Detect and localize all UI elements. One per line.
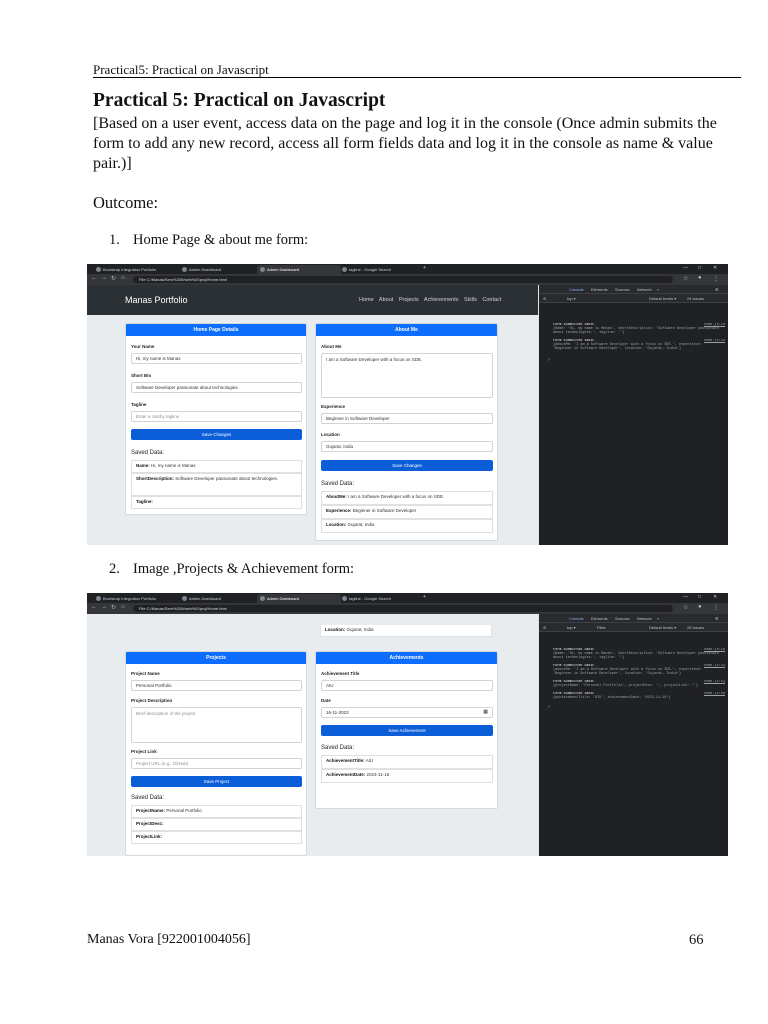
saved-row: AchievementDate: 2023-11-16 — [321, 769, 493, 783]
browser-tab[interactable]: Bootstrap Integration Portfolio — [93, 265, 177, 274]
clear-console-icon[interactable]: ⊘ — [543, 296, 547, 301]
experience-input[interactable]: Beginner in Software Developer — [321, 413, 493, 424]
tagline-label: Tagline — [131, 402, 147, 407]
portfolio-page — [87, 614, 538, 856]
name-label: Your Name — [131, 344, 155, 349]
close-window-button[interactable]: ✕ — [713, 265, 718, 271]
console-log-entry: Form submitted data: home.js:33 {aboutMe: 'I am a Software Developer with a focus on SDE.', experience: 'Beginner in Software Developer', location: 'Gujarat, India'} — [553, 339, 725, 352]
close-window-button[interactable]: ✕ — [713, 594, 718, 600]
browser-tab[interactable]: Admin Dashboard — [179, 594, 263, 603]
nav-link-projects[interactable]: Projects — [398, 297, 419, 303]
nav-links — [359, 297, 505, 303]
saved-row: ProjectName: Personal Portfolio — [131, 805, 302, 818]
saved-row: Name: Hi, my name is Manas — [131, 460, 302, 473]
project-desc-label: Project Description — [131, 698, 173, 703]
console-log-entry: Form submitted data: home.js:53 {projectName: 'Personal Portfolio', projectDesc: '', projectLink: ''} — [553, 680, 725, 689]
maximize-button[interactable]: □ — [698, 594, 702, 600]
settings-gear-icon[interactable]: ⚙ — [715, 287, 719, 292]
tab-sources[interactable]: Sources — [615, 287, 630, 292]
browser-tab-bar — [87, 593, 728, 603]
saved-data-heading: Saved Data: — [131, 450, 165, 456]
achievement-title-input[interactable]: AIU — [321, 680, 493, 691]
new-tab-button[interactable]: + — [423, 265, 426, 271]
saved-row: Location: Gujarat, India — [321, 519, 493, 533]
saved-row: AboutMe: I am a Software Developer with a focus on SDE. — [321, 491, 493, 505]
console-log-entry: Form submitted data: home.js:68 {achievementTitle: 'AIU', achievementDate: '2023-11-16'} — [553, 692, 725, 701]
browser-tab-active[interactable]: Admin Dashboard — [257, 594, 341, 603]
more-tabs-icon[interactable]: » — [657, 287, 660, 292]
forward-icon[interactable]: → — [101, 275, 107, 281]
bio-input[interactable]: Software Developer passionate about technologies. — [131, 382, 302, 393]
browser-tab-bar — [87, 264, 728, 274]
saved-row: Tagline: — [131, 496, 302, 509]
devtools-tabs — [539, 614, 728, 623]
console-toolbar — [539, 623, 728, 632]
card-header: Achievements — [316, 652, 497, 664]
browser-tab-active[interactable]: Admin Dashboard — [257, 265, 341, 274]
tab-network[interactable]: Network — [637, 616, 652, 621]
filter-input[interactable]: Filter — [597, 625, 606, 630]
tab-elements[interactable]: Elements — [591, 616, 608, 621]
about-me-card — [315, 323, 498, 541]
save-changes-button[interactable]: Save Changes — [131, 429, 302, 440]
tagline-input[interactable]: Enter a catchy tagline — [131, 411, 302, 422]
project-link-label: Project Link — [131, 749, 157, 754]
about-textarea[interactable]: I am a Software Developer with a focus on SDE. — [321, 353, 493, 398]
home-icon[interactable]: ⌂ — [121, 604, 125, 610]
document-title: Practical 5: Practical on Javascript — [93, 90, 386, 111]
nav-link-about[interactable]: About — [378, 297, 394, 303]
tab-favicon-icon — [182, 596, 187, 601]
reload-icon[interactable]: ↻ — [111, 605, 117, 611]
issues-badge[interactable]: 26 Issues — [687, 625, 705, 630]
location-label: Location — [321, 432, 340, 437]
browser-tab[interactable]: tagline - Google Search — [339, 594, 423, 603]
log-levels-select[interactable]: Default levels ▾ — [649, 625, 677, 630]
page-number: 66 — [689, 932, 704, 948]
tab-network[interactable]: Network — [637, 287, 652, 292]
card-header: Home Page Details — [126, 324, 306, 336]
achievement-date-input[interactable]: 16-11-2023 ▦ — [321, 707, 493, 718]
saved-data-heading: Saved Data: — [321, 481, 355, 487]
screenshot-projects-achievements — [87, 593, 728, 856]
profile-icon[interactable]: ● — [698, 604, 702, 610]
menu-kebab-icon[interactable]: ⋮ — [713, 605, 719, 611]
new-tab-button[interactable]: + — [423, 594, 426, 600]
saved-row: AchievementTitle: AIU — [321, 755, 493, 769]
console-log-entry: Form submitted data: home.js:18 {Name: 'Hi, my name is Manas', shortDescription: 'Software Developer passionate about technologies.', tagline: ''} — [553, 648, 725, 661]
card-header: About Me — [316, 324, 497, 336]
running-header: Practical5: Practical on Javascript — [93, 62, 741, 78]
achievement-date-label: Date — [321, 698, 331, 703]
maximize-button[interactable]: □ — [698, 265, 702, 271]
context-select[interactable]: top ▾ — [567, 296, 576, 301]
minimize-button[interactable]: — — [683, 594, 688, 600]
log-levels-select[interactable]: Default levels ▾ — [649, 296, 677, 301]
address-input[interactable]: File C:/Manas/Sem%205/web%20proj/Home.html — [133, 276, 673, 283]
screenshot-home-about — [87, 264, 728, 545]
home-details-card — [125, 323, 307, 515]
reload-icon[interactable]: ↻ — [111, 276, 117, 282]
tab-favicon-icon — [182, 267, 187, 272]
devtools-panel — [539, 285, 728, 545]
nav-link-achievements[interactable]: Achievements — [423, 297, 459, 303]
tab-favicon-icon — [260, 596, 265, 601]
tab-console[interactable]: Console — [569, 616, 584, 621]
saved-data-heading: Saved Data: — [131, 795, 165, 801]
name-input[interactable]: Hi, my name is Manas — [131, 353, 302, 364]
about-label: About Me — [321, 344, 342, 349]
more-tabs-icon[interactable]: » — [657, 616, 660, 621]
bookmark-star-icon[interactable]: ☆ — [683, 605, 689, 611]
browser-tab[interactable]: Admin Dashboard — [179, 265, 263, 274]
saved-row: ProjectLink: — [131, 831, 302, 844]
achievement-title-label: Achievement Title — [321, 671, 360, 676]
tab-favicon-icon — [260, 267, 265, 272]
google-icon — [342, 267, 347, 272]
project-name-label: Project Name — [131, 671, 160, 676]
brand-logo[interactable]: Manas Portfolio — [125, 295, 188, 305]
saved-row: Experience: Beginner in Software Developer — [321, 505, 493, 519]
achievements-card — [315, 651, 498, 809]
nav-link-contact[interactable]: Contact — [482, 297, 502, 303]
back-icon[interactable]: ← — [91, 604, 97, 610]
projects-card — [125, 651, 307, 856]
portfolio-page — [87, 285, 538, 545]
navbar — [87, 285, 538, 315]
profile-icon[interactable]: ● — [698, 275, 702, 281]
minimize-button[interactable]: — — [683, 265, 688, 271]
console-log-entry: Form submitted data: home.js:33 {aboutMe: 'I am a Software Developer with a focus on SDE.', experience: 'Beginner in Software Developer', location: 'Gujarat, India'} — [553, 664, 725, 677]
outcome-label: Outcome: — [93, 193, 159, 212]
document-description: [Based on a user event, access data on the page and log it in the console (Once admin submits the form to add any new record, access all form fields data and log it in the console as name & value pair.)] — [93, 115, 717, 172]
tab-console[interactable]: Console — [569, 287, 584, 292]
home-icon[interactable]: ⌂ — [121, 275, 125, 281]
devtools-tabs — [539, 285, 728, 294]
nav-link-skills[interactable]: Skills — [464, 297, 477, 303]
calendar-icon[interactable]: ▦ — [483, 709, 488, 715]
footer-author: Manas Vora [922001004056] — [87, 932, 251, 947]
menu-kebab-icon[interactable]: ⋮ — [713, 276, 719, 282]
bookmark-star-icon[interactable]: ☆ — [683, 276, 689, 282]
tab-elements[interactable]: Elements — [591, 287, 608, 292]
forward-icon[interactable]: → — [101, 604, 107, 610]
saved-row: Location: Gujarat, India — [320, 625, 492, 637]
saved-row: ShortDescription: Software Developer passionate about technologies. — [131, 473, 302, 496]
clear-console-icon[interactable]: ⊘ — [543, 625, 547, 630]
back-icon[interactable]: ← — [91, 275, 97, 281]
tab-favicon-icon — [96, 596, 101, 601]
save-changes-button[interactable]: Save Changes — [321, 460, 493, 471]
location-input[interactable]: Gujarat, India — [321, 441, 493, 452]
saved-data-heading: Saved Data: — [321, 745, 355, 751]
browser-tab[interactable]: tagline - Google Search — [339, 265, 423, 274]
nav-link-home[interactable]: Home — [359, 297, 374, 303]
console-prompt-icon[interactable]: › — [548, 357, 550, 363]
console-toolbar — [539, 294, 728, 303]
list-item: 1. Home Page & about me form: — [109, 232, 309, 248]
address-input[interactable]: File C:/Manas/Sem%205/web%20proj/Home.html — [133, 605, 673, 612]
card-header: Projects — [126, 652, 306, 664]
save-project-button[interactable]: Save Project — [131, 776, 302, 787]
project-name-input[interactable]: Personal Portfolio — [131, 680, 302, 691]
save-achievement-button[interactable]: Save Achievement — [321, 725, 493, 736]
list-item: 2. Image ,Projects & Achievement form: — [109, 561, 355, 577]
devtools-panel — [539, 614, 728, 856]
google-icon — [342, 596, 347, 601]
tab-sources[interactable]: Sources — [615, 616, 630, 621]
issues-badge[interactable]: 24 Issues — [687, 296, 705, 301]
address-bar-row — [87, 274, 728, 285]
console-prompt-icon[interactable]: › — [548, 704, 550, 710]
saved-row: ProjectDesc: — [131, 818, 302, 831]
address-bar-row — [87, 603, 728, 614]
project-desc-textarea[interactable]: Brief description of the project — [131, 707, 302, 743]
experience-label: Experience — [321, 404, 346, 409]
console-log-entry: Form submitted data: home.js:18 {Name: 'Hi, my name is Manas', shortDescription: 'Software Developer passionate about technologies.', tagline: ''} — [553, 323, 725, 336]
bio-label: Short Bio — [131, 373, 152, 378]
context-select[interactable]: top ▾ — [567, 625, 576, 630]
tab-favicon-icon — [96, 267, 101, 272]
browser-tab[interactable]: Bootstrap Integration Portfolio — [93, 594, 177, 603]
settings-gear-icon[interactable]: ⚙ — [715, 616, 719, 621]
project-link-input[interactable]: Project URL (e.g., GitHub) — [131, 758, 302, 769]
